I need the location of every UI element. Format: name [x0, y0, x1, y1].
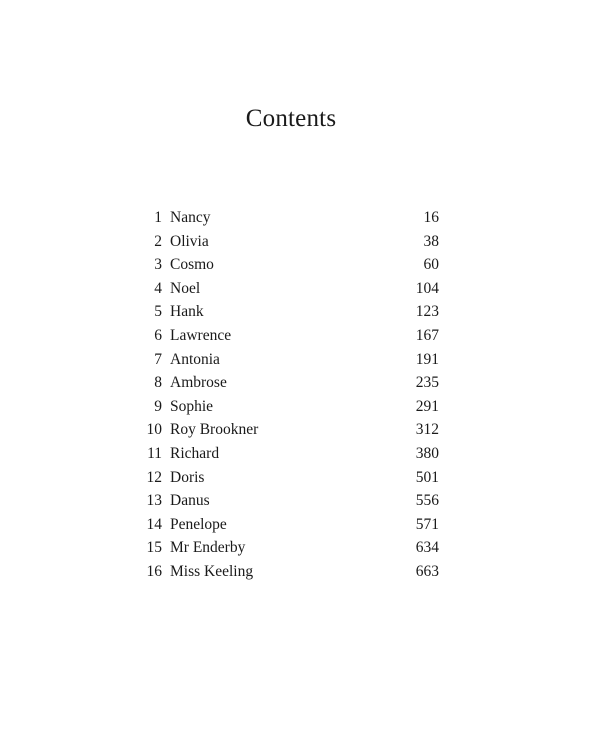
page-number: 556 [415, 492, 439, 510]
chapter-title: Hank [170, 303, 204, 321]
toc-entry [140, 277, 442, 301]
page-number: 312 [415, 421, 439, 439]
chapter-title: Sophie [170, 397, 214, 415]
chapter-title: Olivia [170, 232, 209, 250]
page-number: 38 [423, 232, 439, 250]
toc-entry [140, 348, 442, 372]
page-number: 123 [415, 303, 439, 321]
page-number: 60 [423, 256, 439, 274]
toc-entry [140, 206, 442, 230]
page-number: 663 [415, 562, 439, 580]
chapter-title: Cosmo [170, 256, 214, 274]
chapter-title: Ambrose [170, 374, 227, 392]
page-number: 104 [415, 279, 439, 297]
page-title: Contents [245, 105, 337, 132]
toc-entry [140, 395, 442, 419]
toc-entry [140, 324, 442, 348]
toc-entry [140, 560, 442, 584]
chapter-title: Antonia [170, 350, 220, 368]
chapter-number: 14 [146, 515, 162, 533]
chapter-number: 16 [146, 562, 162, 580]
chapter-title: Nancy [170, 209, 211, 226]
chapter-title: Penelope [170, 515, 227, 533]
chapter-number: 3 [154, 256, 162, 274]
chapter-number: 10 [146, 421, 162, 439]
chapter-title: Lawrence [170, 326, 232, 344]
chapter-number: 11 [147, 444, 162, 462]
toc-entry [140, 536, 442, 560]
chapter-number: 5 [154, 303, 162, 321]
chapter-number: 4 [154, 279, 162, 297]
chapter-title: Richard [170, 444, 220, 462]
page-number: 571 [415, 515, 439, 533]
chapter-title: Miss Keeling [170, 562, 254, 580]
page-number: 191 [415, 350, 439, 368]
page-number: 235 [415, 374, 439, 392]
page-number: 501 [415, 468, 439, 486]
chapter-number: 2 [154, 232, 162, 250]
toc-entry [140, 513, 442, 537]
chapter-number: 15 [146, 539, 162, 557]
toc-entry [140, 300, 442, 324]
chapter-title: Noel [170, 279, 201, 297]
page-number: 16 [423, 209, 439, 226]
page-number: 167 [415, 326, 439, 344]
chapter-title: Danus [170, 492, 210, 510]
toc-entry [140, 418, 442, 442]
toc-entry [140, 466, 442, 490]
chapter-number: 13 [146, 492, 162, 510]
chapter-number: 1 [154, 209, 162, 226]
chapter-title: Roy Brookner [170, 421, 259, 439]
page-number: 634 [415, 539, 439, 557]
page-number: 380 [415, 444, 439, 462]
chapter-title: Mr Enderby [170, 539, 246, 557]
page-number: 291 [415, 397, 439, 415]
chapter-number: 8 [154, 374, 162, 392]
toc-entry [140, 371, 442, 395]
chapter-number: 7 [154, 350, 162, 368]
toc-entry [140, 442, 442, 466]
chapter-title: Doris [170, 468, 205, 486]
table-of-contents [140, 206, 442, 584]
chapter-number: 12 [146, 468, 162, 486]
toc-entry [140, 230, 442, 254]
toc-entry [140, 253, 442, 277]
chapter-number: 6 [154, 326, 162, 344]
chapter-number: 9 [154, 397, 162, 415]
toc-entry [140, 489, 442, 513]
